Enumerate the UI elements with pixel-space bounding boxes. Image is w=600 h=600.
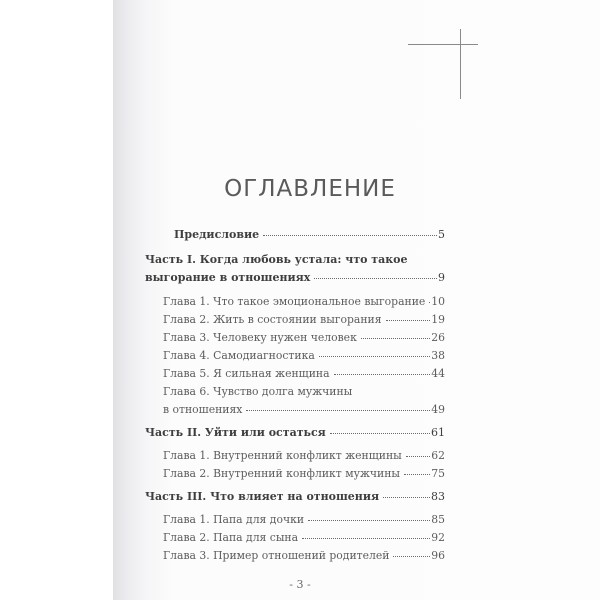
dot-leader xyxy=(361,338,430,339)
toc-entry-label: Глава 3. Человеку нужен человек xyxy=(163,331,357,344)
toc-entry-label: Глава 1. Что такое эмоциональное выгорание xyxy=(163,295,426,308)
dot-leader xyxy=(314,278,437,279)
toc-page-number: 62 xyxy=(431,449,445,462)
toc-entry-label: Глава 1. Внутренний конфликт женщины xyxy=(163,449,402,462)
dot-leader xyxy=(386,320,431,321)
toc-entry-preface[interactable] xyxy=(145,228,445,242)
page-number: - 3 - xyxy=(289,578,311,591)
toc-entry-part3-ch3[interactable] xyxy=(145,549,445,563)
toc-page-number: 38 xyxy=(431,349,445,362)
dot-leader xyxy=(308,520,430,521)
dot-leader xyxy=(246,410,430,411)
toc-entry-part1[interactable] xyxy=(145,271,445,285)
dot-leader xyxy=(330,433,430,434)
toc-page-number: 44 xyxy=(431,367,445,380)
page-title: ОГЛАВЛЕНИЕ xyxy=(224,176,396,202)
toc-page-number: 96 xyxy=(431,549,445,562)
toc-entry-part1-ch3[interactable] xyxy=(145,331,445,345)
toc-entry-label: выгорание в отношениях xyxy=(145,271,311,284)
toc-entry-part2-ch1[interactable] xyxy=(145,449,445,463)
toc-page-number: 26 xyxy=(431,331,445,344)
toc-entry-label: Глава 5. Я сильная женщина xyxy=(163,367,330,380)
toc-entry-label: Часть II. Уйти или остаться xyxy=(145,426,326,439)
toc-page-number: 5 xyxy=(438,228,445,241)
dot-leader xyxy=(429,302,430,303)
dot-leader xyxy=(319,356,430,357)
dot-leader xyxy=(263,235,437,236)
toc-page-number: 83 xyxy=(431,490,445,503)
toc-page-number: 49 xyxy=(431,403,445,416)
toc-entry-label: Глава 4. Самодиагностика xyxy=(163,349,315,362)
toc-page-number: 9 xyxy=(438,271,445,284)
crop-mark-horizontal xyxy=(408,44,478,45)
toc-page-number: 92 xyxy=(431,531,445,544)
toc-page-number: 19 xyxy=(431,313,445,326)
toc-entry-part1-ch5[interactable] xyxy=(145,367,445,381)
dot-leader xyxy=(302,538,430,539)
toc-entry-part1-ch4[interactable] xyxy=(145,349,445,363)
dot-leader xyxy=(334,374,431,375)
toc-entry-label: в отношениях xyxy=(163,403,243,416)
toc-page-number: 10 xyxy=(431,295,445,308)
toc-page-number: 61 xyxy=(431,426,445,439)
toc-page-number: 75 xyxy=(431,467,445,480)
toc-entry-part2-ch2[interactable] xyxy=(145,467,445,481)
toc-entry-label: Часть III. Что влияет на отношения xyxy=(145,490,380,503)
toc-entry-label: Глава 1. Папа для дочки xyxy=(163,513,305,526)
dot-leader xyxy=(393,556,430,557)
toc-entry-part3[interactable] xyxy=(145,490,445,504)
toc-entry-part2[interactable] xyxy=(145,426,445,440)
crop-mark-vertical xyxy=(460,29,461,99)
dot-leader xyxy=(383,497,430,498)
toc-entry-label: Глава 3. Пример отношений родителей xyxy=(163,549,390,562)
toc-entry-part1-ch6[interactable] xyxy=(145,403,445,417)
toc-entry-label: Глава 2. Папа для сына xyxy=(163,531,299,544)
toc-entry-part1-ch1[interactable] xyxy=(145,295,445,309)
toc-entry-part3-ch2[interactable] xyxy=(145,531,445,545)
toc-part1-ch6-title-line1[interactable]: Глава 6. Чувство долга мужчины xyxy=(163,385,353,398)
toc-part1-title-line1[interactable]: Часть I. Когда любовь устала: что такое xyxy=(145,253,408,266)
toc-entry-label: Глава 2. Внутренний конфликт мужчины xyxy=(163,467,401,480)
dot-leader xyxy=(404,474,430,475)
toc-entry-part3-ch1[interactable] xyxy=(145,513,445,527)
toc-entry-part1-ch2[interactable] xyxy=(145,313,445,327)
toc-entry-label: Глава 2. Жить в состоянии выгорания xyxy=(163,313,382,326)
toc-entry-label: Предисловие xyxy=(174,228,260,241)
toc-page-number: 85 xyxy=(431,513,445,526)
dot-leader xyxy=(406,456,431,457)
